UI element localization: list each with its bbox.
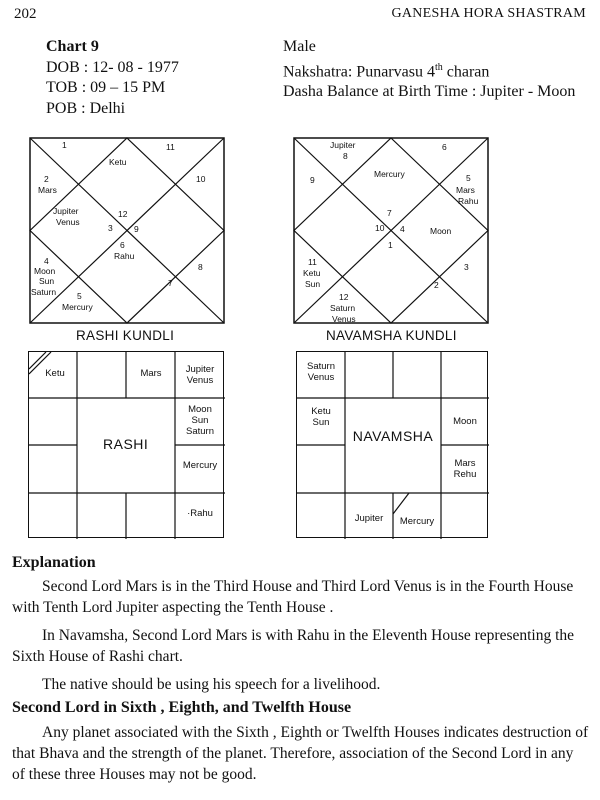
navamsha-sq-jupiter: Jupiter — [354, 513, 384, 524]
rashi-sq-mars: Mars — [140, 368, 162, 379]
rashi-rahu: Rahu — [114, 251, 135, 261]
explanation-paragraph-1: Second Lord Mars is in the Third House and Third Lord Venus is in the Fourth House with Tenth Lord Jupiter aspecting the Tenth House . — [12, 578, 574, 616]
rashi-sq-sun: Sun — [191, 415, 209, 426]
rashi-sq-center: RASHI — [103, 436, 149, 452]
rashi-house-7: 7 — [168, 278, 173, 288]
explanation-section — [12, 552, 590, 695]
navamsha-house-4: 4 — [400, 224, 405, 234]
navamsha-jupiter: Jupiter — [330, 140, 356, 150]
navamsha-sq-moon: Moon — [453, 416, 477, 427]
navamsha-mars: Mars — [456, 185, 475, 195]
second-lord-section — [12, 697, 590, 785]
navamsha-house-11: 11 — [308, 257, 317, 267]
rashi-sq-jupiter-venus — [175, 364, 225, 386]
gender: Male — [283, 38, 316, 55]
nakshatra-text: Nakshatra: Punarvasu 4 — [283, 62, 435, 80]
navamsha-sq-venus: Venus — [307, 372, 335, 383]
rashi-kundli-caption: RASHI KUNDLI — [76, 328, 175, 343]
chart-title: Chart 9 — [46, 38, 99, 55]
explanation-heading: Explanation — [12, 554, 96, 571]
navamsha-sun: Sun — [305, 279, 321, 289]
navamsha-house-6: 6 — [442, 142, 447, 152]
rashi-house-4: 4 — [44, 256, 49, 266]
rashi-venus: Venus — [56, 217, 80, 227]
rashi-house-11: 11 — [166, 142, 175, 152]
navamsha-sq-mars-rahu — [441, 458, 489, 480]
navamsha-house-12: 12 — [339, 292, 349, 302]
navamsha-venus: Venus — [332, 314, 356, 324]
navamsha-sq-ketu: Ketu — [311, 406, 331, 417]
navamsha-sq-center: NAVAMSHA — [352, 428, 434, 444]
navamsha-sq-mars: Mars — [454, 458, 476, 469]
navamsha-rahu: Rahu — [458, 196, 479, 206]
navamsha-mercury: Mercury — [374, 169, 405, 179]
rashi-sq-venus: Venus — [186, 375, 214, 386]
rashi-sq-moon-sun-saturn — [175, 404, 225, 437]
navamsha-house-5: 5 — [466, 173, 471, 183]
nakshatra-charan: charan — [442, 62, 490, 80]
rashi-house-2: 2 — [44, 174, 49, 184]
rashi-sq-saturn: Saturn — [186, 426, 214, 437]
navamsha-house-10: 10 — [375, 223, 385, 233]
rashi-house-12: 12 — [118, 209, 128, 219]
rashi-mercury: Mercury — [62, 302, 93, 312]
explanation-paragraph-3: The native should be using his speech for a livelihood. — [42, 676, 381, 693]
navamsha-sq-mercury: Mercury — [399, 516, 435, 527]
navamsha-saturn: Saturn — [330, 303, 356, 313]
navamsha-kundli-caption: NAVAMSHA KUNDLI — [326, 328, 457, 343]
rashi-house-8: 8 — [198, 262, 203, 272]
tob: TOB : 09 – 15 PM — [46, 79, 166, 96]
rashi-jupiter: Jupiter — [53, 206, 79, 216]
navamsha-house-7: 7 — [387, 208, 392, 218]
navamsha-house-1: 1 — [388, 240, 393, 250]
navamsha-sq-saturn: Saturn — [307, 361, 335, 372]
rashi-house-5: 5 — [77, 291, 82, 301]
running-title: GANESHA HORA SHASTRAM — [391, 6, 586, 21]
navamsha-sq-saturn-venus — [297, 361, 345, 383]
navamsha-sq-ketu-sun — [297, 406, 345, 428]
navamsha-house-3: 3 — [464, 262, 469, 272]
rashi-sq-rahu: ·Rahu — [187, 508, 213, 519]
navamsha-square-chart — [296, 351, 488, 538]
rashi-house-3: 3 — [108, 223, 113, 233]
navamsha-house-8: 8 — [343, 151, 348, 161]
rashi-house-6: 6 — [120, 240, 125, 250]
rashi-sun: Sun — [39, 276, 55, 286]
navamsha-moon: Moon — [430, 226, 452, 236]
rashi-house-1: 1 — [62, 140, 67, 150]
rashi-sq-jupiter: Jupiter — [185, 364, 215, 375]
nakshatra-ordinal: th — [434, 61, 443, 73]
rashi-square-chart — [28, 351, 224, 538]
navamsha-house-9: 9 — [310, 175, 315, 185]
rashi-ketu: Ketu — [109, 157, 127, 167]
rashi-sq-mercury: Mercury — [182, 460, 218, 471]
dasha-balance: Dasha Balance at Birth Time : Jupiter - Moon — [283, 83, 576, 101]
rashi-house-9: 9 — [134, 224, 139, 234]
dob: DOB : 12- 08 - 1977 — [46, 58, 179, 76]
nakshatra — [283, 58, 575, 83]
rashi-sq-ketu: Ketu — [45, 368, 65, 379]
rashi-kundli-chart — [28, 136, 228, 346]
navamsha-ketu: Ketu — [303, 268, 321, 278]
pob: POB : Delhi — [46, 99, 126, 117]
explanation-paragraph-2: In Navamsha, Second Lord Mars is with Rahu in the Eleventh House representing the Sixth House of Rashi chart. — [12, 627, 575, 665]
navamsha-kundli-chart — [292, 136, 492, 346]
birth-details — [46, 37, 179, 119]
rashi-sq-moon: Moon — [188, 404, 212, 415]
rashi-saturn: Saturn — [31, 287, 57, 297]
navamsha-sq-rahu: Rehu — [453, 469, 477, 480]
rashi-house-10: 10 — [196, 174, 206, 184]
rashi-mars: Mars — [38, 185, 57, 195]
native-details — [283, 37, 575, 103]
rashi-moon: Moon — [34, 266, 56, 276]
navamsha-sq-sun: Sun — [312, 417, 330, 428]
navamsha-house-2: 2 — [434, 280, 439, 290]
section-paragraph-1: Any planet associated with the Sixth , Eighth or Twelfth Houses indicates destruction of that Bhava and the strength of the planet. Therefore, association of the Second Lord in any of these three Houses may not be good. — [12, 724, 589, 783]
section-heading: Second Lord in Sixth , Eighth, and Twelfth House — [12, 699, 352, 716]
page-number: 202 — [14, 6, 37, 22]
